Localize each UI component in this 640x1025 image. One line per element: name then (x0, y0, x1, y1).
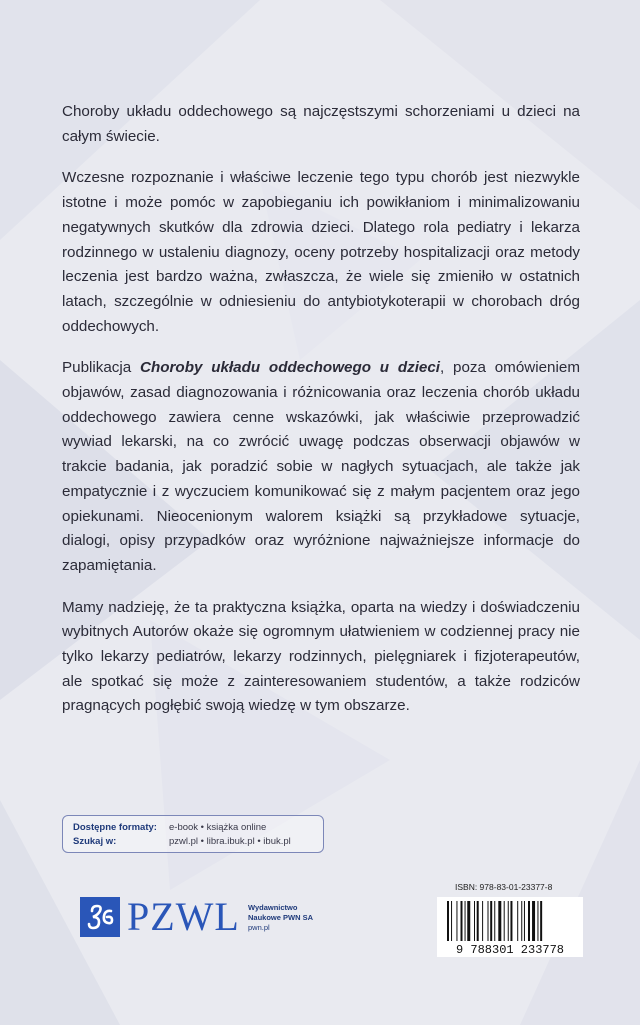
publisher-info (248, 903, 313, 933)
publisher-website: pwn.pl (248, 923, 270, 932)
paragraph-intro: Choroby układu oddechowego są najczęstszymi schorzeniami u dzieci na całym świecie. (62, 103, 580, 145)
formats-value: e-book • książka online (169, 822, 267, 833)
pzwl-logo-text: PZWL (127, 894, 240, 939)
paragraph-publication (62, 356, 580, 578)
publication-description: , poza omówieniem objawów, zasad diagnozowania i różnicowania oraz leczenia chorób układu oddechowego zawiera cenne wskazówki, jak właściwie przeprowadzić wywiad lekarski, na co zwrócić uwagę podczas obserwacji objawów w trakcie badania, jak poradzić sobie w nagłych sytuacjach, ale także jak empatycznie i z wyczuciem komunikować się z małym pacjentem oraz jego opiekunami. Nieocenionym walorem książki są przykładowe sytuacje, dialogi, opisy przypadków oraz wyróżnione najważniejsze informacje do zapamiętania. (62, 359, 580, 574)
search-value: pzwl.pl • libra.ibuk.pl • ibuk.pl (169, 836, 291, 847)
publication-lead-in: Publikacja (62, 359, 140, 377)
isbn-label: ISBN: 978-83-01-23377-8 (455, 882, 553, 892)
pzwl-emblem-icon (80, 897, 120, 937)
barcode-bars (437, 897, 583, 943)
back-cover-text (62, 100, 580, 736)
barcode-digits: 9 788301 233778 (437, 943, 583, 957)
formats-label: Dostępne formaty: (73, 822, 157, 833)
pzwl-logo (80, 894, 240, 939)
paragraph-importance: Wczesne rozpoznanie i właściwe leczenie tego typu chorób jest niezwykle istotne i może pomóc w zapobieganiu ich powikłaniom i minimalizowaniu negatywnych skutków dla zdrowia dzieci. Dlatego rola pediatry i lekarza rodzinnego w ustaleniu diagnozy, oceny potrzeby hospitalizacji oraz metody leczenia jest bardzo ważna, zwłaszcza, że wiele się zmieniło w ostatnich latach, szczególnie w odniesieniu do antybiotykoterapii w chorobach dróg oddechowych. (62, 169, 580, 335)
publisher-line-2: Naukowe PWN SA (248, 913, 314, 922)
search-label: Szukaj w: (73, 836, 117, 847)
paragraph-closing: Mamy nadzieję, że ta praktyczna książka, oparta na wiedzy i doświadczeniu wybitnych Autorów okaże się ogromnym ułatwieniem w codziennej pracy nie tylko lekarzy pediatrów, lekarzy rodzinnych, pielęgniarek i fizjoterapeutów, ale spotkać się może z zainteresowaniem studentów, a także rodziców pragnących pogłębić swoją wiedzę w tym obszarze. (62, 598, 580, 715)
book-title: Choroby układu oddechowego u dzieci (140, 359, 441, 377)
formats-info-box (62, 815, 324, 853)
barcode (437, 897, 583, 957)
publisher-line-1: Wydawnictwo (248, 903, 298, 912)
